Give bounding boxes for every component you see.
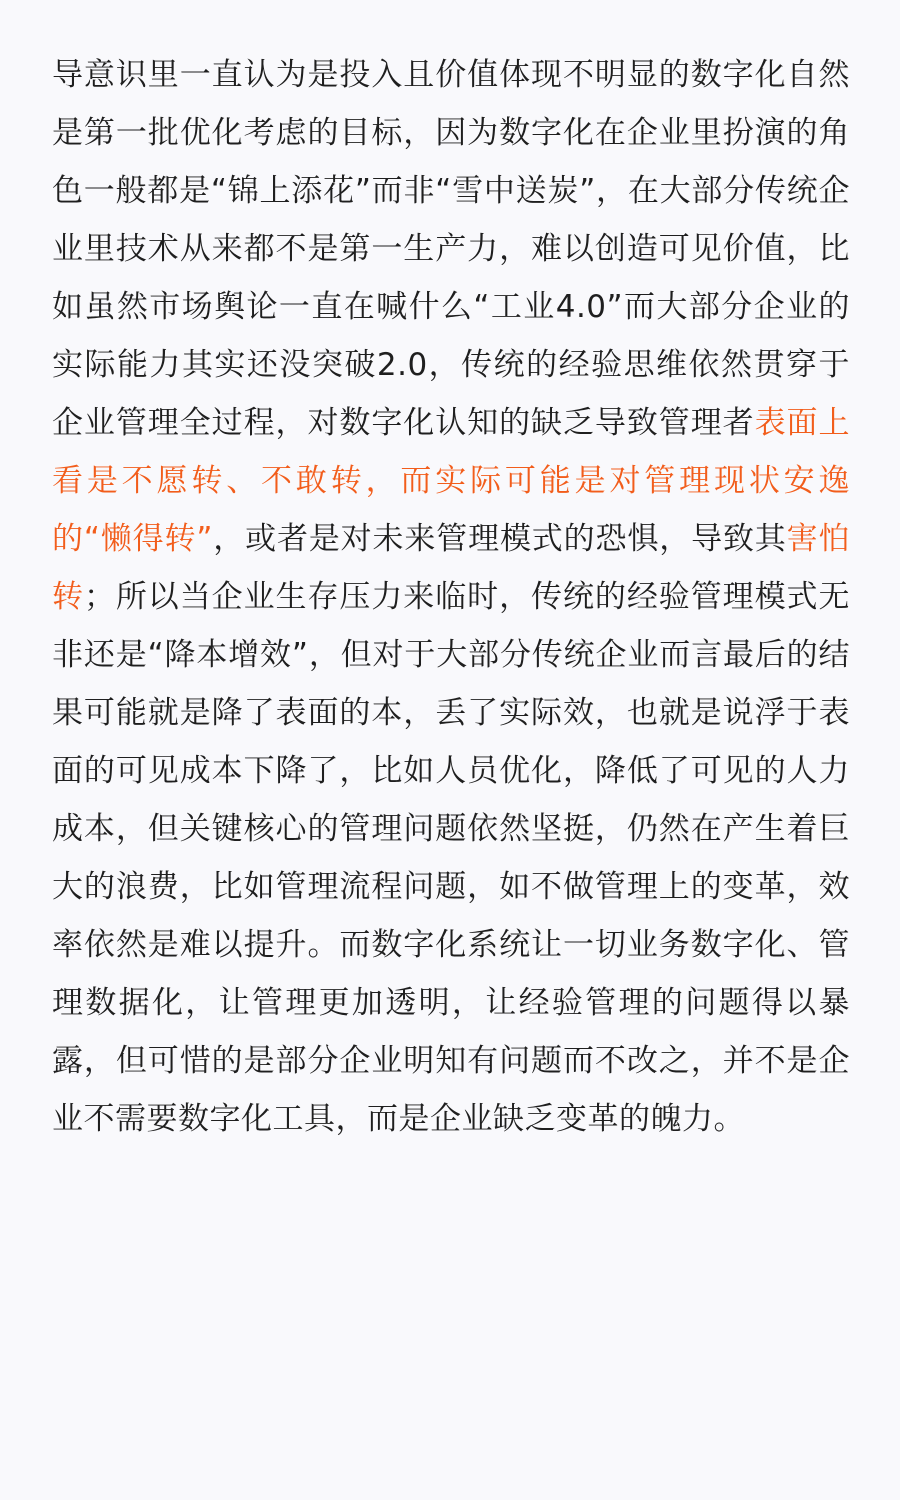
highlighted-text-segment: 害怕转	[52, 521, 851, 615]
highlighted-text-segment: 表面上看是不愿转、不敢转，而实际可能是对管理现状安逸的“懒得转”	[52, 405, 850, 557]
body-text-segment: ，或者是对未来管理模式的恐惧，导致其	[212, 521, 787, 557]
article-body	[52, 46, 850, 1148]
body-text-segment: ；所以当企业生存压力来临时，传统的经验管理模式无非还是“降本增效”，但对于大部分传统企业而言最后的结果可能就是降了表面的本，丢了实际效，也就是说浮于表面的可见成本下降了，比如人员优化，降低了可见的人力成本，但关键核心的管理问题依然坚挺，仍然在产生着巨大的浪费，比如管理流程问题，如不做管理上的变革，效率依然是难以提升。而数字化系统让一切业务数字化、管理数据化，让管理更加透明，让经验管理的问题得以暴露，但可惜的是部分企业明知有问题而不改之，并不是企业不需要数字化工具，而是企业缺乏变革的魄力。	[52, 579, 850, 1137]
body-text-segment: 导意识里一直认为是投入且价值体现不明显的数字化自然是第一批优化考虑的目标，因为数字化在企业里扮演的角色一般都是“锦上添花”而非“雪中送炭”，在大部分传统企业里技术从来都不是第一生产力，难以创造可见价值，比如虽然市场舆论一直在喊什么“工业4.0”而大部分企业的实际能力其实还没突破2.0，传统的经验思维依然贯穿于企业管理全过程，对数字化认知的缺乏导致管理者	[52, 57, 850, 441]
